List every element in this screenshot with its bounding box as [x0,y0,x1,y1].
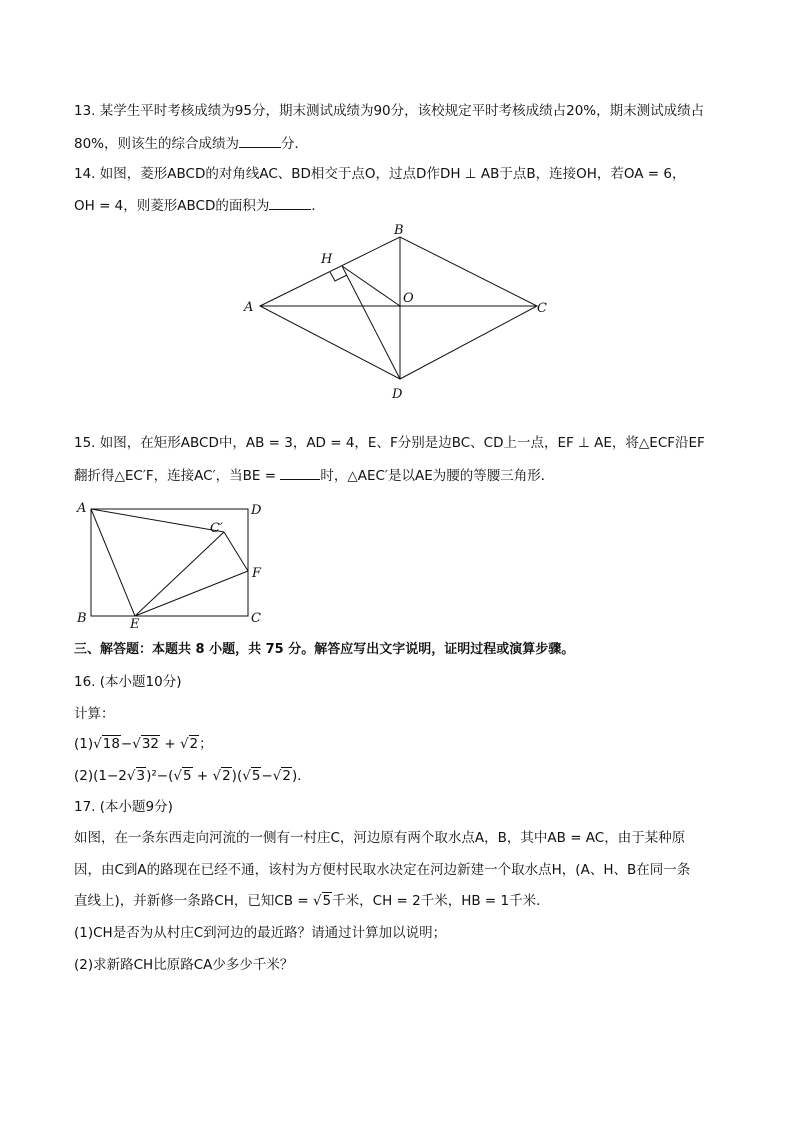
q15-label-c-prime: C′ [210,521,223,536]
q14-right-angle-mark [330,272,347,281]
q16-part2: (2)(1−2√3)²−(√5 + √2)(√5−√2)． [74,768,311,784]
q15-label-d: D [251,503,262,518]
q16-part2-radicand1: 3 [136,768,146,784]
q16-part1-radicand1: 18 [102,736,120,752]
q14-label-a: A [244,300,254,315]
q15-label-f: F [252,566,262,581]
q15-line2-suffix: 时，△AEC′是以AE为腰的等腰三角形． [320,468,555,484]
q16-part2-a: (1−2 [93,768,127,784]
q15-rectangle [91,509,248,616]
q14-label-o: O [403,291,414,306]
q16-part2-f: )． [291,768,311,784]
q15-segment-ef [135,571,248,616]
q16-part1-end: ； [199,736,213,752]
q17-title: 17. (本小题9分) [74,799,173,815]
q15-label-a: A [77,501,87,516]
q15-label-c: C [251,611,261,626]
q16-part1: (1)√18−√32 + √2； [74,736,213,752]
q16-part1-radicand2: 32 [141,736,160,752]
q17-line3: 直线上)，并新修一条路CH，已知CB = √5千米，CH = 2千米，HB = 1千米． [74,893,550,909]
q14-segment-dh [342,266,400,379]
q14-line2-prefix: OH = 4，则菱形ABCD的面积为 [74,198,270,214]
q15-line1: 15. 如图，在矩形ABCD中，AB = 3，AD = 4，E、F分别是边BC、CD上一点，EF ⊥ AE，将△ECF沿EF [74,435,705,451]
q16-part1-radicand3: 2 [189,736,199,752]
q16-part2-d: )( [231,768,243,784]
q14-line2-suffix: ． [311,198,325,214]
q17-part1: (1)CH是否为从村庄C到河边的最近路？请通过计算加以说明； [74,925,447,941]
q16-part2-c: + [192,768,213,784]
q15-answer-blank[interactable] [280,465,320,480]
q17-line3-suffix: 千米，CH = 2千米，HB = 1千米． [332,893,550,909]
q16-part2-radicand2: 5 [182,768,192,784]
q15-segment-ec1 [135,532,224,616]
q16-part2-radicand3: 2 [222,768,231,784]
q16-part1-op2: + [160,736,180,752]
q14-rhombus-outline [260,237,537,379]
q16-part2-radicand4: 5 [251,768,261,784]
q17-line1: 如图，在一条东西走向河流的一侧有一村庄C，河边原有两个取水点A，B，其中AB = AC，由于某种原 [74,830,686,846]
q14-line1: 14. 如图，菱形ABCD的对角线AC、BD相交于点O，过点D作DH ⊥ AB于点B，连接OH，若OA = 6， [74,166,686,182]
q13-line2-suffix: 分． [281,136,309,152]
q14-label-b: B [394,223,404,238]
q17-part2: (2)求新路CH比原路CA少多少千米？ [74,957,294,973]
q15-segment-c1f [224,532,248,571]
q16-part1-op1: − [120,736,133,752]
q15-segment-ae [91,509,135,616]
q15-label-b: B [77,611,87,626]
q15-line2 [74,465,554,486]
q17-line3-radicand: 5 [322,893,332,909]
q16-part2-radicand5: 2 [282,768,291,784]
q16-part1-label: (1) [74,736,94,752]
q14-segment-oh [342,266,400,306]
q16-part2-label: (2) [74,768,94,784]
q13-line2-prefix: 80%，则该生的综合成绩为 [74,136,240,152]
q15-label-e: E [130,617,140,632]
q17-line3-prefix: 直线上)，并新修一条路CH，已知CB = [74,893,313,909]
q15-segment-ac1 [91,509,224,532]
q13-line1: 13. 某学生平时考核成绩为95分，期末测试成绩为90分，该校规定平时考核成绩占20%，期末测试成绩占 [74,103,705,119]
q14-label-h: H [321,252,333,267]
q16-part2-b: )²−( [146,768,174,784]
q14-label-c: C [537,301,547,316]
q17-line2: 因，由C到A的路现在已经不通，该村为方便村民取水决定在河边新建一个取水点H，(A、H、B在同一条 [74,862,691,878]
q14-label-d: D [392,387,403,402]
section3-heading: 三、解答题：本题共 8 小题，共 75 分。解答应写出文字说明，证明过程或演算步骤。 [74,642,575,657]
q16-prompt: 计算： [74,706,115,722]
q16-part2-e: − [261,768,273,784]
q16-title: 16. (本小题10分) [74,674,182,690]
q15-line2-prefix: 翻折得△EC′F，连接AC′，当BE = [74,468,281,484]
